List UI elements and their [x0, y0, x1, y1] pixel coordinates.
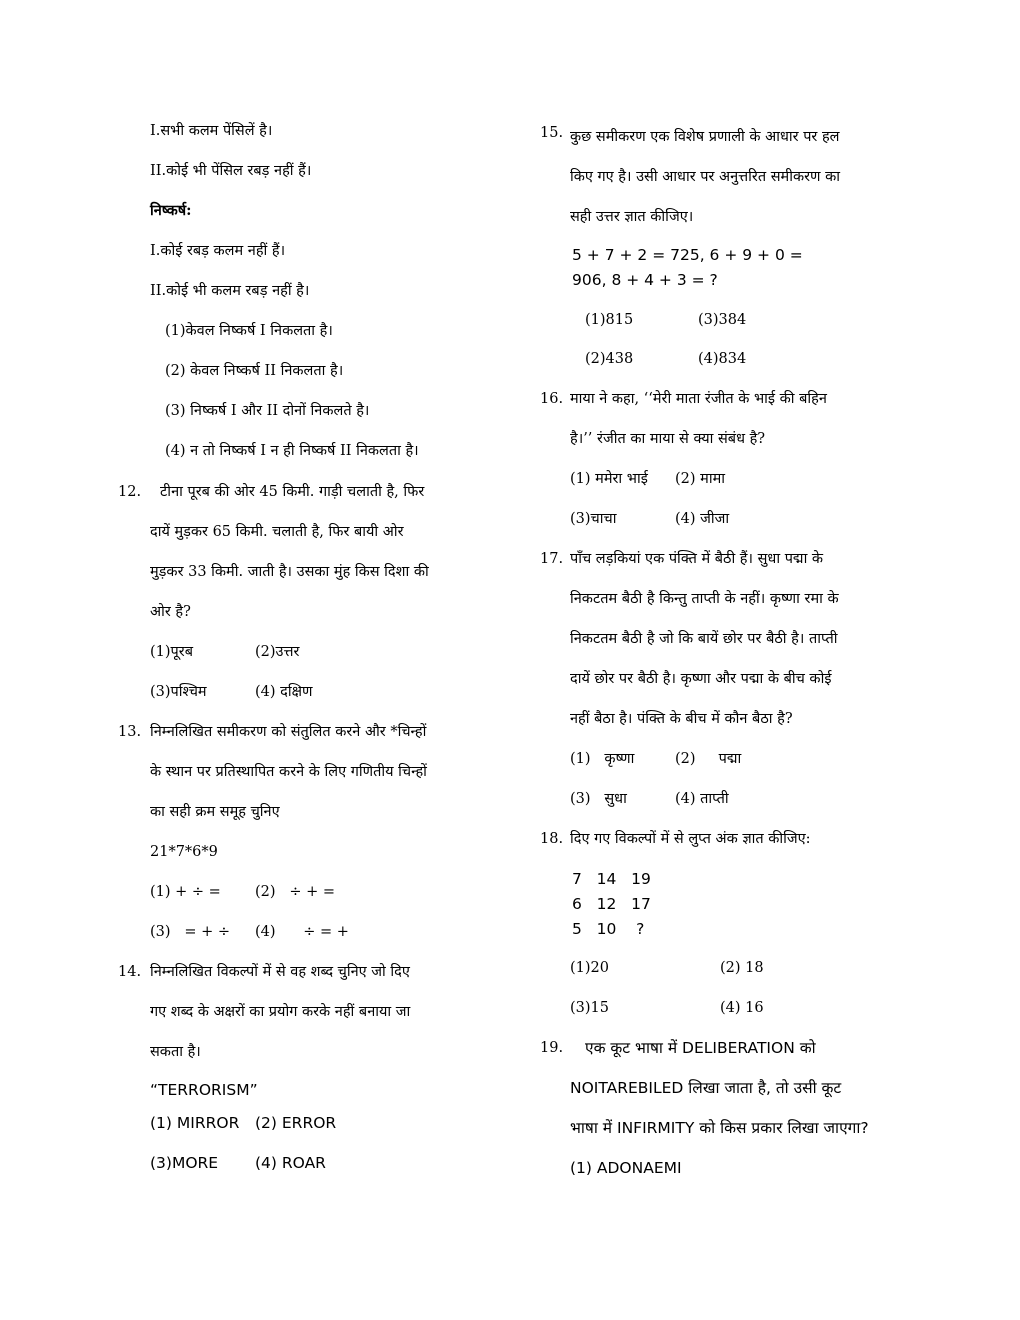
question-text: NOITAREBILED लिखा जाता है, तो उसी कूट	[570, 1079, 842, 1097]
statement-2: II.कोई भी पेंसिल रबड़ नहीं हैं।	[150, 163, 312, 179]
option: (3)384	[698, 312, 747, 328]
option: (2) मामा	[675, 471, 726, 487]
question-text: किए गए है। उसी आधार पर अनुत्तरित समीकरण का	[570, 169, 841, 185]
option: (2) केवल निष्कर्ष II निकलता है।	[165, 363, 344, 379]
option: (3) निष्कर्ष I और II दोनों निकलते है।	[165, 403, 370, 419]
question-text: कुछ समीकरण एक विशेष प्रणाली के आधार पर हल	[570, 129, 840, 145]
equation: 5 + 7 + 2 = 725, 6 + 9 + 0 =	[572, 246, 803, 264]
expression: 21*7*6*9	[150, 844, 218, 860]
statement-1: I.सभी कलम पेंसिलें है।	[150, 123, 273, 139]
option: (4) ÷ = +	[255, 924, 349, 940]
option: (2) पद्मा	[675, 751, 742, 767]
option: (4) ताप्ती	[675, 791, 729, 807]
question-text: निम्नलिखित समीकरण को संतुलित करने और *चिन्हों	[150, 724, 427, 740]
question-text: माया ने कहा, ‘‘मेरी माता रंजीत के भाई की बहिन	[570, 391, 827, 407]
option: (1) + ÷ =	[150, 884, 221, 900]
question-number: 18.	[540, 831, 564, 847]
option: (1)केवल निष्कर्ष I निकलता है।	[165, 323, 333, 339]
question-text: मुड़कर 33 किमी. जाती है। उसका मुंह किस दिशा की	[150, 564, 429, 580]
number-grid-row: 7 14 19	[572, 870, 651, 888]
question-text: के स्थान पर प्रतिस्थापित करने के लिए गणितीय चिन्हों	[150, 764, 427, 780]
question-number: 13.	[118, 724, 142, 740]
question-text: निकटतम बैठी है किन्तु ताप्ती के नहीं। कृष्णा रमा के	[570, 591, 839, 607]
question-text: एक कूट भाषा में DELIBERATION को	[585, 1039, 816, 1057]
question-text: दायें छोर पर बैठी है। कृष्णा और पद्मा के बीच कोई	[570, 671, 832, 687]
question-text: है।’’ रंजीत का माया से क्या संबंध है?	[570, 431, 766, 447]
conclusion-1: I.कोई रबड़ कलम नहीं हैं।	[150, 243, 286, 259]
question-number: 15.	[540, 125, 564, 141]
question-text: ओर है?	[150, 604, 191, 620]
option: (2)उत्तर	[255, 644, 300, 660]
option: (1) ADONAEMI	[570, 1159, 682, 1177]
option: (4)834	[698, 351, 747, 367]
number-grid-row: 5 10 ?	[572, 920, 645, 938]
conclusion-2: II.कोई भी कलम रबड़ नहीं है।	[150, 283, 310, 299]
question-text: दिए गए विकल्पों में से लुप्त अंक ज्ञात कीजिए:	[570, 831, 811, 847]
option: (3)15	[570, 1000, 609, 1016]
option: (1) ममेरा भाई	[570, 471, 648, 487]
option: (2)438	[585, 351, 634, 367]
option: (3) सुधा	[570, 791, 627, 807]
option: (3)चाचा	[570, 511, 617, 527]
option: (3) = + ÷	[150, 924, 231, 940]
option: (3)पश्चिम	[150, 684, 207, 700]
option: (3)MORE	[150, 1154, 219, 1172]
option: (1) MIRROR	[150, 1114, 240, 1132]
option: (4) दक्षिण	[255, 684, 313, 700]
option: (1) कृष्णा	[570, 751, 635, 767]
option: (1)815	[585, 312, 634, 328]
question-text: निकटतम बैठी है जो कि बायें छोर पर बैठी है। ताप्ती	[570, 631, 838, 647]
question-text: टीना पूरब की ओर 45 किमी. गाड़ी चलाती है, फिर	[160, 484, 425, 500]
question-number: 19.	[540, 1040, 564, 1056]
option: (4) ROAR	[255, 1154, 326, 1172]
option: (2) 18	[720, 960, 764, 976]
question-number: 16.	[540, 391, 564, 407]
question-text: नहीं बैठा है। पंक्ति के बीच में कौन बैठा है?	[570, 711, 793, 727]
option: (4) न तो निष्कर्ष I न ही निष्कर्ष II निकलता है।	[165, 443, 419, 459]
option: (1)पूरब	[150, 644, 193, 660]
question-number: 12.	[118, 484, 142, 500]
given-word: “TERRORISM”	[150, 1081, 258, 1099]
equation: 906, 8 + 4 + 3 = ?	[572, 271, 718, 289]
question-text: का सही क्रम समूह चुनिए	[150, 804, 280, 820]
question-text: दायें मुड़कर 65 किमी. चलाती है, फिर बायी ओर	[150, 524, 404, 540]
question-text: सकता है।	[150, 1044, 201, 1060]
question-text: भाषा में INFIRMITY को किस प्रकार लिखा जाएगा?	[570, 1119, 869, 1137]
conclusions-heading: निष्कर्ष:	[150, 202, 192, 219]
option: (2) ERROR	[255, 1114, 337, 1132]
option: (1)20	[570, 960, 609, 976]
question-text: पाँच लड़कियां एक पंक्ति में बैठी हैं। सुधा पद्मा के	[570, 551, 824, 567]
question-text: गए शब्द के अक्षरों का प्रयोग करके नहीं बनाया जा	[150, 1004, 411, 1020]
question-text: सही उत्तर ज्ञात कीजिए।	[570, 209, 694, 225]
option: (4) जीजा	[675, 511, 730, 527]
question-number: 14.	[118, 964, 142, 980]
number-grid-row: 6 12 17	[572, 895, 651, 913]
question-number: 17.	[540, 551, 564, 567]
option: (2) ÷ + =	[255, 884, 336, 900]
question-text: निम्नलिखित विकल्पों में से वह शब्द चुनिए जो दिए	[150, 964, 410, 980]
option: (4) 16	[720, 1000, 764, 1016]
